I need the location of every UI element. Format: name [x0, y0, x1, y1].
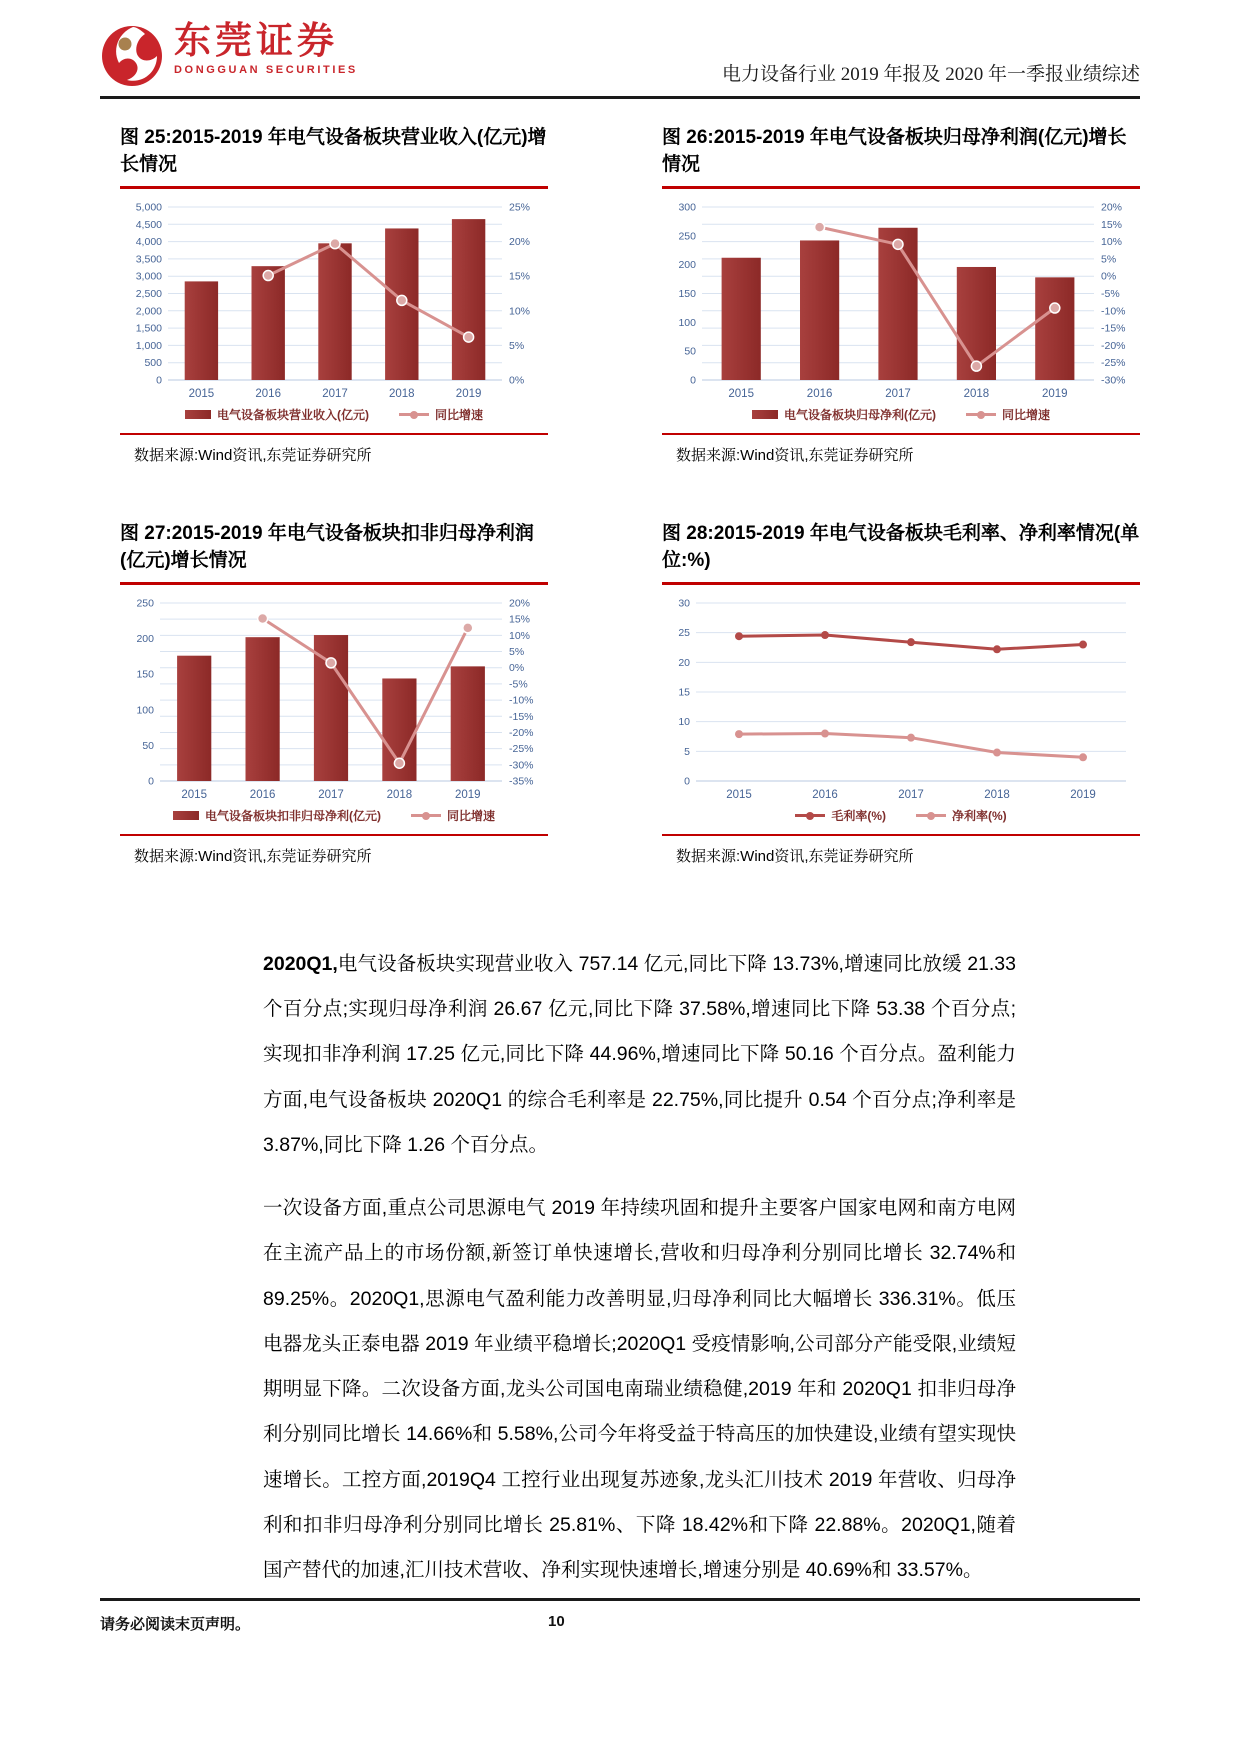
- svg-text:-20%: -20%: [1101, 339, 1126, 352]
- svg-text:20%: 20%: [509, 597, 531, 610]
- svg-text:2019: 2019: [455, 789, 481, 801]
- figure-28: [662, 521, 1140, 866]
- svg-text:2018: 2018: [386, 789, 413, 801]
- paragraph-q1-summary: 2020Q1,电气设备板块实现营业收入 757.14 亿元,同比下降 13.73%,增速同比放缓 21.33 个百分点;实现归母净利润 26.67 亿元,同比下降 37.58%,增速同比下降 53.38 个百分点;实现扣非净利润 17.25 亿元,同比下降 44.96%,增速同比下降 50.16 个百分点。盈利能力方面,电气设备板块 2020Q1 的综合毛利率是 22.75%,同比提升 0.54 个百分点;净利率是 3.87%,同比下降 1.26 个百分点。: [263, 953, 1016, 1156]
- svg-text:-15%: -15%: [509, 710, 534, 723]
- svg-text:2,500: 2,500: [135, 288, 162, 300]
- legend-bar-swatch-icon: [173, 811, 199, 820]
- svg-text:-30%: -30%: [509, 759, 534, 772]
- svg-text:2019: 2019: [1070, 789, 1096, 801]
- legend-label: 电气设备板块扣非归母净利(亿元): [204, 809, 381, 823]
- svg-text:2018: 2018: [984, 789, 1010, 801]
- svg-text:0: 0: [148, 775, 154, 788]
- figure-source: 数据来源:Wind资讯,东莞证券研究所: [134, 848, 372, 865]
- legend-line-swatch-icon: [916, 814, 946, 817]
- figure-26: [662, 125, 1140, 465]
- dongguan-logo: [100, 22, 358, 88]
- logo-mark-icon: [100, 22, 164, 88]
- svg-text:2016: 2016: [812, 789, 838, 801]
- figure-title: 图 28:2015-2019 年电气设备板块毛利率、净利率情况(单位:%): [662, 523, 1140, 571]
- svg-text:0: 0: [684, 775, 690, 788]
- figure-27: [120, 521, 548, 866]
- legend-label: 电气设备板块归母净利(亿元): [783, 408, 936, 422]
- svg-text:5%: 5%: [1101, 253, 1117, 266]
- svg-text:200: 200: [678, 259, 696, 272]
- legend-item: [185, 406, 369, 423]
- svg-text:0: 0: [690, 374, 696, 387]
- legend-item: [173, 807, 381, 824]
- paragraph-lead: 2020Q1,: [263, 953, 338, 975]
- svg-text:2,000: 2,000: [135, 305, 162, 318]
- svg-text:5,000: 5,000: [135, 201, 162, 214]
- svg-text:100: 100: [136, 704, 154, 717]
- title-rule: [662, 582, 1140, 585]
- svg-text:5%: 5%: [509, 339, 525, 352]
- svg-text:2017: 2017: [318, 789, 344, 801]
- chart-legend: [662, 406, 1140, 423]
- svg-text:10%: 10%: [509, 305, 531, 318]
- legend-bar-swatch-icon: [752, 410, 778, 419]
- legend-item: [795, 807, 886, 824]
- legend-line-swatch-icon: [966, 413, 996, 416]
- figures-grid: [120, 125, 1140, 866]
- figure-title: 图 25:2015-2019 年电气设备板块营业收入(亿元)增长情况: [120, 127, 547, 175]
- svg-text:250: 250: [678, 230, 696, 243]
- svg-text:-10%: -10%: [1101, 305, 1126, 318]
- svg-text:5%: 5%: [509, 646, 525, 659]
- figure-25: [120, 125, 548, 465]
- legend-item: [752, 406, 936, 423]
- svg-text:300: 300: [678, 201, 696, 214]
- svg-text:25: 25: [678, 627, 690, 640]
- figure-title: 图 27:2015-2019 年电气设备板块扣非归母净利润(亿元)增长情况: [120, 523, 534, 571]
- svg-text:2015: 2015: [181, 789, 207, 801]
- legend-label: 同比增速: [446, 809, 495, 823]
- svg-text:2016: 2016: [806, 388, 833, 400]
- svg-text:100: 100: [678, 316, 696, 329]
- svg-text:-10%: -10%: [509, 694, 534, 707]
- legend-item: [966, 406, 1050, 423]
- svg-text:4,500: 4,500: [135, 218, 162, 231]
- legend-line-swatch-icon: [795, 814, 825, 817]
- svg-text:500: 500: [144, 357, 162, 370]
- svg-text:2017: 2017: [898, 789, 924, 801]
- legend-item: [399, 406, 483, 423]
- svg-text:2015: 2015: [188, 388, 215, 400]
- svg-text:-30%: -30%: [1101, 374, 1126, 387]
- deducted-net-profit-growth-chart: [120, 595, 548, 805]
- svg-text:150: 150: [678, 288, 696, 300]
- svg-text:0: 0: [156, 374, 162, 387]
- svg-text:15%: 15%: [509, 613, 531, 626]
- title-rule: [662, 186, 1140, 189]
- legend-label: 同比增速: [434, 408, 483, 422]
- svg-text:150: 150: [136, 668, 154, 681]
- svg-text:2017: 2017: [322, 388, 348, 400]
- svg-text:-20%: -20%: [509, 726, 534, 739]
- margin-trend-chart: [662, 595, 1140, 805]
- figure-source: 数据来源:Wind资讯,东莞证券研究所: [134, 447, 372, 464]
- svg-text:2016: 2016: [249, 789, 276, 801]
- legend-line-swatch-icon: [399, 413, 429, 416]
- legend-label: 同比增速: [1001, 408, 1050, 422]
- svg-text:2015: 2015: [728, 388, 754, 400]
- svg-text:-5%: -5%: [1101, 288, 1120, 300]
- net-profit-growth-chart: [662, 199, 1140, 404]
- svg-text:15%: 15%: [1101, 218, 1123, 231]
- paragraph-company-review: 一次设备方面,重点公司思源电气 2019 年持续巩固和提升主要客户国家电网和南方电网在主流产品上的市场份额,新签订单快速增长,营收和归母净利分别同比增长 32.74%和 89.25%。2020Q1,思源电气盈利能力改善明显,归母净利同比大幅增长 336.31%。低压电器龙头正泰电器 2019 年业绩平稳增长;2020Q1 受疫情影响,公司部分产能受限,业绩短期明显下降。二次设备方面,龙头公司国电南瑞业绩稳健,2019 年和 2020Q1 扣非归母净利分别同比增长 14.66%和 5.58%,公司今年将受益于特高压的加快建设,业绩有望实现快速增长。工控方面,2019Q4 工控行业出现复苏迹象,龙头汇川技术 2019 年营收、归母净利和扣非归母净利分别同比增长 25.81%、下降 18.42%和下降 22.88%。2020Q1,随着国产替代的加速,汇川技术营收、净利实现快速增长,增速分别是 40.69%和 33.57%。: [263, 1197, 1016, 1582]
- svg-text:1,500: 1,500: [135, 322, 162, 335]
- svg-text:25%: 25%: [509, 201, 531, 214]
- svg-text:10: 10: [678, 716, 690, 729]
- svg-text:15: 15: [678, 686, 690, 699]
- document-title: 电力设备行业 2019 年报及 2020 年一季报业绩综述: [721, 64, 1140, 85]
- legend-label: 电气设备板块营业收入(亿元): [216, 408, 369, 422]
- svg-text:-35%: -35%: [509, 775, 534, 788]
- svg-text:-25%: -25%: [509, 743, 534, 756]
- legend-label: 毛利率(%): [831, 809, 886, 823]
- figure-source: 数据来源:Wind资讯,东莞证券研究所: [676, 447, 914, 464]
- chart-legend: [120, 406, 548, 423]
- body-text: [263, 942, 1016, 1593]
- svg-text:200: 200: [136, 633, 154, 646]
- legend-item: [916, 807, 1007, 824]
- svg-text:-25%: -25%: [1101, 357, 1126, 370]
- svg-text:30: 30: [678, 597, 690, 610]
- header-divider: [100, 96, 1140, 99]
- figure-title: 图 26:2015-2019 年电气设备板块归母净利润(亿元)增长情况: [662, 127, 1127, 175]
- svg-text:50: 50: [142, 739, 154, 752]
- svg-text:0%: 0%: [509, 374, 525, 387]
- legend-item: [411, 807, 495, 824]
- footer-disclaimer: 请务必阅读末页声明。: [100, 1616, 251, 1633]
- brand-name-en: DONGGUAN SECURITIES: [174, 63, 358, 76]
- brand-name: 东莞证券: [174, 20, 338, 61]
- title-rule: [120, 582, 548, 585]
- svg-text:1,000: 1,000: [135, 339, 162, 352]
- chart-legend: [662, 807, 1140, 824]
- svg-text:2018: 2018: [389, 388, 415, 400]
- svg-text:2016: 2016: [255, 388, 281, 400]
- svg-text:10%: 10%: [509, 629, 531, 642]
- svg-text:20%: 20%: [509, 236, 531, 249]
- svg-text:2019: 2019: [455, 388, 482, 400]
- page-header: [100, 0, 1140, 88]
- svg-text:2018: 2018: [963, 388, 990, 400]
- legend-label: 净利率(%): [952, 809, 1007, 823]
- svg-text:20%: 20%: [1101, 201, 1123, 214]
- legend-bar-swatch-icon: [185, 410, 211, 419]
- svg-text:3,000: 3,000: [135, 270, 162, 283]
- svg-text:2019: 2019: [1042, 388, 1068, 400]
- svg-text:-15%: -15%: [1101, 322, 1126, 335]
- svg-text:3,500: 3,500: [135, 253, 162, 266]
- svg-text:10%: 10%: [1101, 236, 1123, 249]
- svg-text:2015: 2015: [726, 789, 752, 801]
- chart-legend: [120, 807, 548, 824]
- legend-line-swatch-icon: [411, 814, 441, 817]
- svg-text:4,000: 4,000: [135, 236, 162, 249]
- title-rule: [120, 186, 548, 189]
- svg-text:0%: 0%: [509, 662, 525, 675]
- page-number: 10: [548, 1613, 565, 1630]
- svg-text:20: 20: [678, 656, 690, 669]
- svg-text:-5%: -5%: [509, 678, 528, 691]
- revenue-growth-chart: [120, 199, 548, 404]
- svg-text:2017: 2017: [885, 388, 911, 400]
- svg-text:15%: 15%: [509, 270, 531, 283]
- figure-source: 数据来源:Wind资讯,东莞证券研究所: [676, 848, 914, 865]
- svg-text:0%: 0%: [1101, 270, 1117, 283]
- svg-text:5: 5: [684, 745, 690, 758]
- svg-text:50: 50: [684, 345, 696, 358]
- svg-text:250: 250: [136, 597, 154, 610]
- page-footer: [100, 1598, 1140, 1641]
